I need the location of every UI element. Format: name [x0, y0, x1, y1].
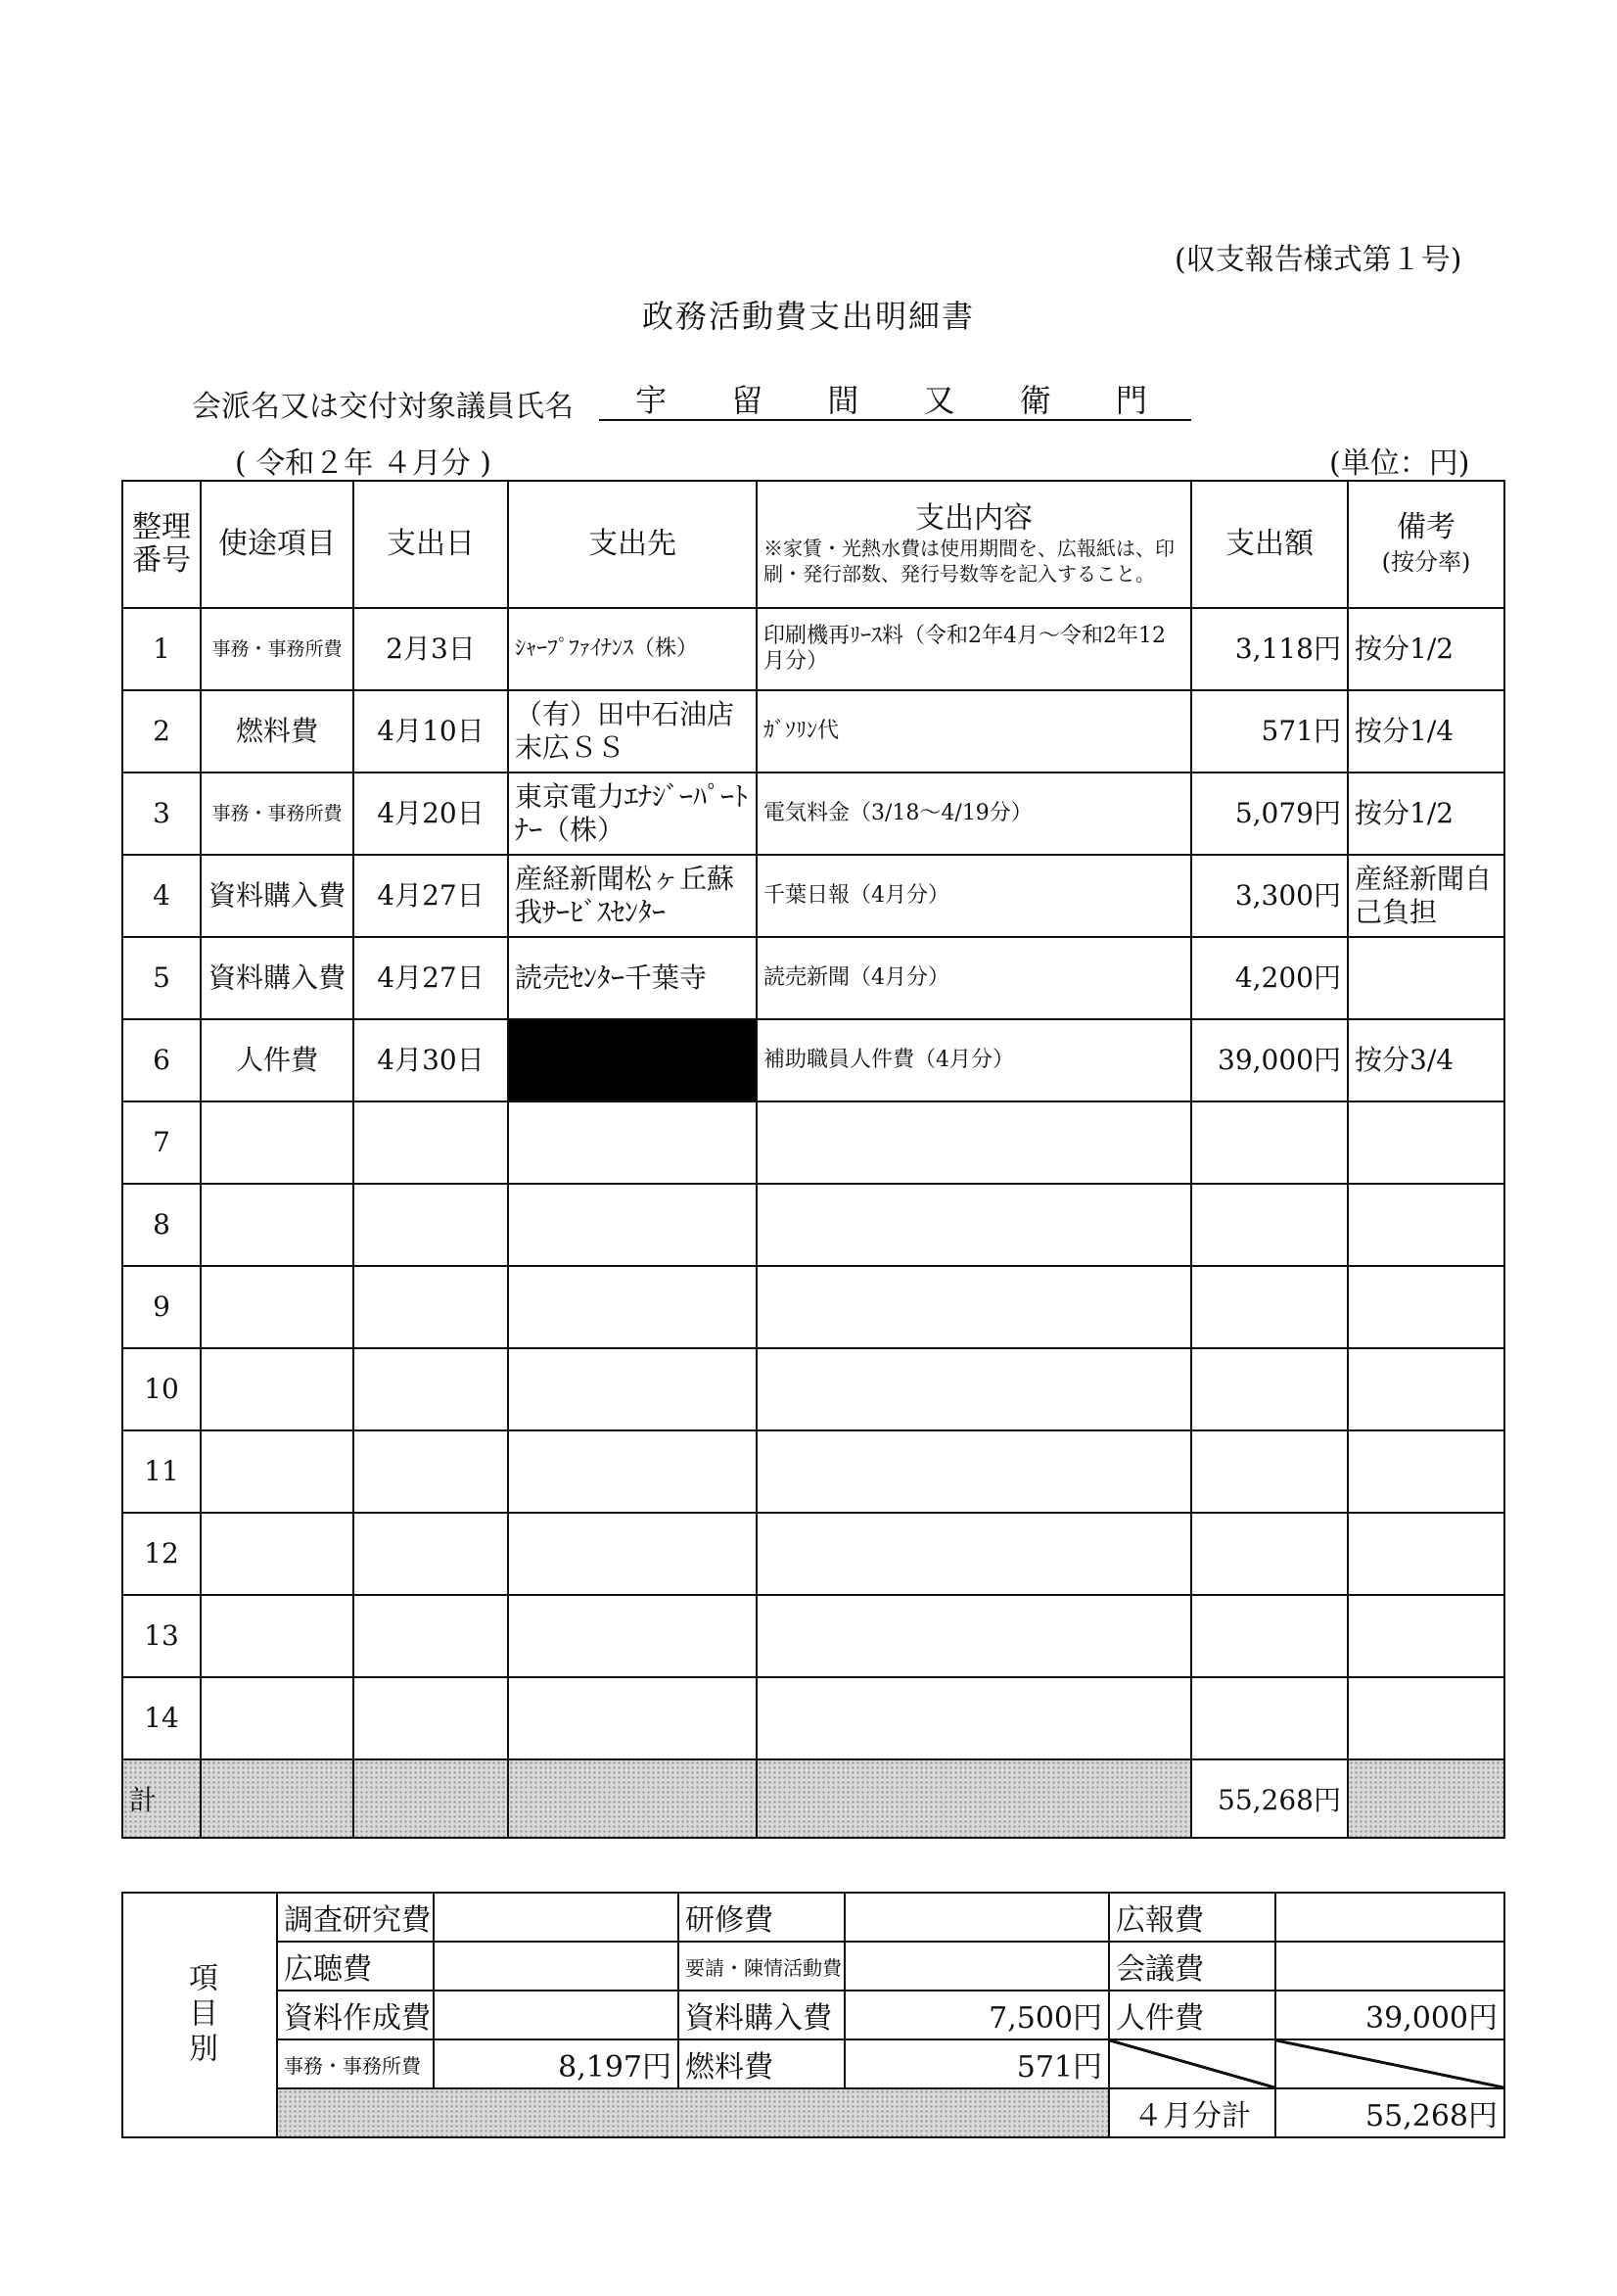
row-date	[353, 1101, 508, 1184]
summary-total-row	[122, 2088, 1504, 2137]
header-payee: 支出先	[508, 481, 757, 608]
row-item: 資料購入費	[201, 937, 353, 1019]
row-item	[201, 1677, 353, 1759]
summary-category-value	[845, 1893, 1109, 1942]
form-number: (収支報告様式第１号)	[1175, 243, 1462, 277]
summary-category-label: 広聴費	[277, 1942, 434, 1991]
summary-category-value	[1275, 1942, 1504, 1991]
row-item: 人件費	[201, 1019, 353, 1101]
row-date	[353, 1595, 508, 1677]
row-payee	[508, 1430, 757, 1513]
document-title: 政務活動費支出明細書	[641, 298, 975, 335]
row-number: 10	[122, 1348, 201, 1430]
row-remarks: 按分1/4	[1348, 690, 1504, 773]
row-content: ｶﾞｿﾘﾝ代	[757, 690, 1191, 773]
row-remarks: 産経新聞自己負担	[1348, 855, 1504, 937]
row-number: 2	[122, 690, 201, 773]
row-number: 7	[122, 1101, 201, 1184]
row-date	[353, 1348, 508, 1430]
row-item: 燃料費	[201, 690, 353, 773]
row-payee	[508, 1266, 757, 1348]
row-item: 資料購入費	[201, 855, 353, 937]
row-content: 読売新聞（4月分）	[757, 937, 1191, 1019]
row-content	[757, 1513, 1191, 1595]
summary-category-label: 会議費	[1109, 1942, 1275, 1991]
report-period: ( 令和２年 ４月分 )	[235, 446, 492, 481]
row-content	[757, 1595, 1191, 1677]
header-item: 使途項目	[201, 481, 353, 608]
month-total-value: 55,268円	[1275, 2088, 1504, 2137]
expense-table	[121, 480, 1505, 1839]
row-content	[757, 1677, 1191, 1759]
row-amount: 3,300円	[1191, 855, 1348, 937]
name-label: 会派名又は交付対象議員氏名	[192, 390, 574, 424]
total-row	[122, 1759, 1504, 1838]
row-content: 電気料金（3/18～4/19分）	[757, 773, 1191, 855]
row-date	[353, 1184, 508, 1266]
row-number: 4	[122, 855, 201, 937]
summary-empty-cell	[1109, 2039, 1275, 2088]
summary-category-value	[434, 1942, 678, 1991]
row-remarks	[1348, 1677, 1504, 1759]
row-payee	[508, 1677, 757, 1759]
row-date: 4月30日	[353, 1019, 508, 1101]
row-amount	[1191, 1101, 1348, 1184]
summary-side-label: 項目別	[122, 1893, 277, 2137]
table-row	[122, 1513, 1504, 1595]
total-amount: 55,268円	[1191, 1759, 1348, 1838]
table-row	[122, 690, 1504, 773]
header-no: 整理番号	[122, 481, 201, 608]
table-row	[122, 1677, 1504, 1759]
row-content	[757, 1266, 1191, 1348]
row-content: 補助職員人件費（4月分）	[757, 1019, 1191, 1101]
row-item	[201, 1348, 353, 1430]
summary-category-value: 571円	[845, 2039, 1109, 2088]
summary-category-label: 要請・陳情活動費	[678, 1942, 845, 1991]
row-amount: 4,200円	[1191, 937, 1348, 1019]
row-item	[201, 1266, 353, 1348]
row-payee	[508, 1184, 757, 1266]
row-remarks	[1348, 1430, 1504, 1513]
row-item	[201, 1430, 353, 1513]
row-amount: 5,079円	[1191, 773, 1348, 855]
row-content	[757, 1348, 1191, 1430]
summary-row	[122, 1942, 1504, 1991]
summary-empty-cell	[1275, 2039, 1504, 2088]
summary-category-label: 調査研究費	[277, 1893, 434, 1942]
row-number: 14	[122, 1677, 201, 1759]
row-amount	[1191, 1430, 1348, 1513]
unit-label: (単位：円)	[1329, 446, 1470, 481]
row-amount: 571円	[1191, 690, 1348, 773]
summary-category-value	[434, 1893, 678, 1942]
row-payee: 東京電力ｴﾅｼﾞｰﾊﾟｰﾄﾅｰ（株）	[508, 773, 757, 855]
summary-category-value	[1275, 1893, 1504, 1942]
table-row	[122, 937, 1504, 1019]
row-number: 9	[122, 1266, 201, 1348]
row-item: 事務・事務所費	[201, 608, 353, 690]
row-amount	[1191, 1677, 1348, 1759]
redacted-payee	[508, 1019, 757, 1101]
summary-row	[122, 1991, 1504, 2039]
header-remarks-label: 備考	[1397, 509, 1455, 544]
row-date: 4月27日	[353, 937, 508, 1019]
row-payee	[508, 1513, 757, 1595]
row-payee: 産経新聞松ヶ丘蘇我ｻｰﾋﾞｽｾﾝﾀｰ	[508, 855, 757, 937]
row-remarks: 按分1/2	[1348, 608, 1504, 690]
table-row	[122, 773, 1504, 855]
row-item	[201, 1595, 353, 1677]
summary-category-label: 資料購入費	[678, 1991, 845, 2039]
summary-category-value: 8,197円	[434, 2039, 678, 2088]
row-number: 1	[122, 608, 201, 690]
row-amount: 3,118円	[1191, 608, 1348, 690]
row-date	[353, 1266, 508, 1348]
row-payee	[508, 1595, 757, 1677]
row-number: 3	[122, 773, 201, 855]
total-blank	[353, 1759, 508, 1838]
row-remarks	[1348, 1101, 1504, 1184]
table-row	[122, 608, 1504, 690]
row-item	[201, 1184, 353, 1266]
summary-category-label: 事務・事務所費	[277, 2039, 434, 2088]
summary-shaded-area	[277, 2088, 1109, 2137]
row-date	[353, 1513, 508, 1595]
row-remarks	[1348, 1513, 1504, 1595]
row-number: 6	[122, 1019, 201, 1101]
table-row	[122, 1430, 1504, 1513]
row-content	[757, 1430, 1191, 1513]
summary-category-value	[845, 1942, 1109, 1991]
row-payee: （有）田中石油店 末広ＳＳ	[508, 690, 757, 773]
table-row	[122, 1595, 1504, 1677]
summary-category-value: 7,500円	[845, 1991, 1109, 2039]
row-amount	[1191, 1184, 1348, 1266]
row-remarks	[1348, 1595, 1504, 1677]
row-date	[353, 1430, 508, 1513]
row-payee	[508, 1348, 757, 1430]
row-content	[757, 1101, 1191, 1184]
row-amount	[1191, 1266, 1348, 1348]
total-blank	[201, 1759, 353, 1838]
total-blank	[1348, 1759, 1504, 1838]
row-content: 千葉日報（4月分）	[757, 855, 1191, 937]
row-date	[353, 1677, 508, 1759]
summary-category-value: 39,000円	[1275, 1991, 1504, 2039]
row-number: 5	[122, 937, 201, 1019]
row-number: 11	[122, 1430, 201, 1513]
header-amount: 支出額	[1191, 481, 1348, 608]
table-row	[122, 1101, 1504, 1184]
row-date: 4月20日	[353, 773, 508, 855]
table-row	[122, 1266, 1504, 1348]
row-remarks	[1348, 937, 1504, 1019]
row-item	[201, 1513, 353, 1595]
month-total-label: ４月分計	[1109, 2088, 1275, 2137]
total-label: 計	[122, 1759, 201, 1838]
summary-category-label: 研修費	[678, 1893, 845, 1942]
header-date: 支出日	[353, 481, 508, 608]
table-row	[122, 1019, 1504, 1101]
header-content-label: 支出内容	[915, 501, 1033, 536]
row-amount: 39,000円	[1191, 1019, 1348, 1101]
summary-row	[122, 1893, 1504, 1942]
table-row	[122, 1348, 1504, 1430]
summary-category-label: 人件費	[1109, 1991, 1275, 2039]
row-payee	[508, 1101, 757, 1184]
header-content-note: ※家賃・光熱水費は使用期間を、広報紙は、印刷・発行部数、発行号数等を記入すること。	[763, 537, 1175, 586]
row-remarks: 按分3/4	[1348, 1019, 1504, 1101]
row-remarks	[1348, 1266, 1504, 1348]
row-payee: 読売ｾﾝﾀｰ千葉寺	[508, 937, 757, 1019]
row-date: 4月10日	[353, 690, 508, 773]
row-content: 印刷機再ﾘｰｽ料（令和2年4月～令和2年12月分）	[757, 608, 1191, 690]
row-date: 4月27日	[353, 855, 508, 937]
table-row	[122, 855, 1504, 937]
summary-category-label: 資料作成費	[277, 1991, 434, 2039]
row-number: 8	[122, 1184, 201, 1266]
row-payee: ｼｬｰﾌﾟﾌｧｲﾅﾝｽ（株）	[508, 608, 757, 690]
row-item: 事務・事務所費	[201, 773, 353, 855]
category-summary-table	[121, 1892, 1505, 2138]
member-name: 宇 留 間 又 衛 門	[599, 376, 1191, 421]
summary-category-label: 燃料費	[678, 2039, 845, 2088]
row-content	[757, 1184, 1191, 1266]
header-remarks-sub: (按分率)	[1381, 547, 1471, 576]
row-remarks: 按分1/2	[1348, 773, 1504, 855]
row-number: 13	[122, 1595, 201, 1677]
row-remarks	[1348, 1184, 1504, 1266]
table-row	[122, 1184, 1504, 1266]
row-date: 2月3日	[353, 608, 508, 690]
row-amount	[1191, 1513, 1348, 1595]
row-amount	[1191, 1595, 1348, 1677]
header-content	[757, 481, 1191, 608]
row-amount	[1191, 1348, 1348, 1430]
summary-row	[122, 2039, 1504, 2088]
total-blank	[508, 1759, 757, 1838]
summary-category-label: 広報費	[1109, 1893, 1275, 1942]
summary-category-value	[434, 1991, 678, 2039]
total-blank	[757, 1759, 1191, 1838]
table-header-row	[122, 481, 1504, 608]
row-number: 12	[122, 1513, 201, 1595]
header-remarks	[1348, 481, 1504, 608]
row-item	[201, 1101, 353, 1184]
row-remarks	[1348, 1348, 1504, 1430]
